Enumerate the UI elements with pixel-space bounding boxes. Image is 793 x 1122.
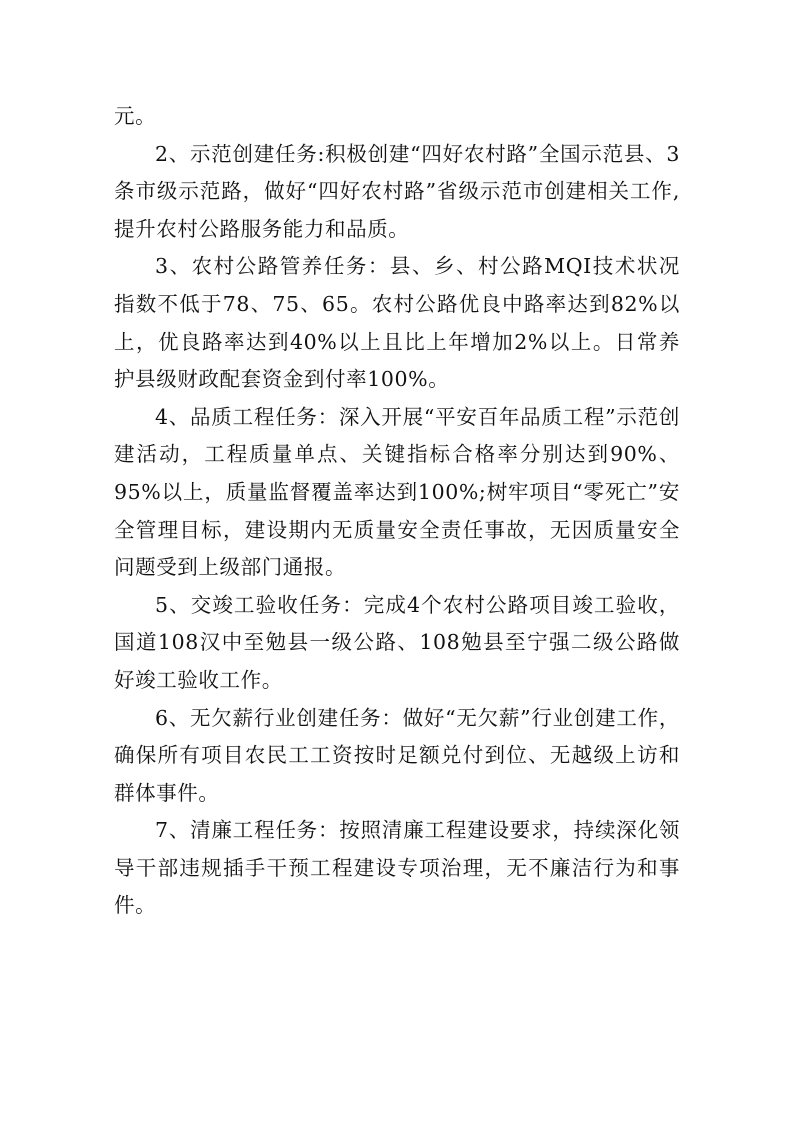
paragraph-quality-engineering-task: 4、品质工程任务：深入开展“平安百年品质工程”示范创建活动，工程质量单点、关键指标合格率分别达到90%、95%以上，质量监督覆盖率达到100%;树牢项目“零死亡”安全管理目标，建设期内无质量安全责任事故，无因质量安全问题受到上级部门通报。 (114, 404, 680, 580)
document-body (114, 98, 680, 925)
paragraph-continuation: 元。 (114, 104, 157, 128)
paragraph-demo-creation-task: 2、示范创建任务:积极创建“四好农村路”全国示范县、3条市级示范路，做好“四好农村路”省级示范市创建相关工作,提升农村公路服务能力和品质。 (114, 141, 680, 241)
paragraph-completion-acceptance-task: 5、交竣工验收任务：完成4个农村公路项目竣工验收，国道108汉中至勉县一级公路、108勉县至宁强二级公路做好竣工验收工作。 (114, 592, 680, 692)
paragraph-no-wage-arrears-task: 6、无欠薪行业创建任务：做好“无欠薪”行业创建工作，确保所有项目农民工工资按时足额兑付到位、无越级上访和群体事件。 (114, 705, 680, 805)
paragraph-rural-road-maintenance-task: 3、农村公路管养任务：县、乡、村公路MQI技术状况指数不低于78、75、65。农村公路优良中路率达到82%以上，优良路率达到40%以上且比上年增加2%以上。日常养护县级财政配套资金到付率100%。 (114, 254, 680, 392)
paragraph-clean-engineering-task: 7、清廉工程任务：按照清廉工程建设要求，持续深化领导干部违规插手干预工程建设专项治理，无不廉洁行为和事件。 (114, 818, 680, 918)
